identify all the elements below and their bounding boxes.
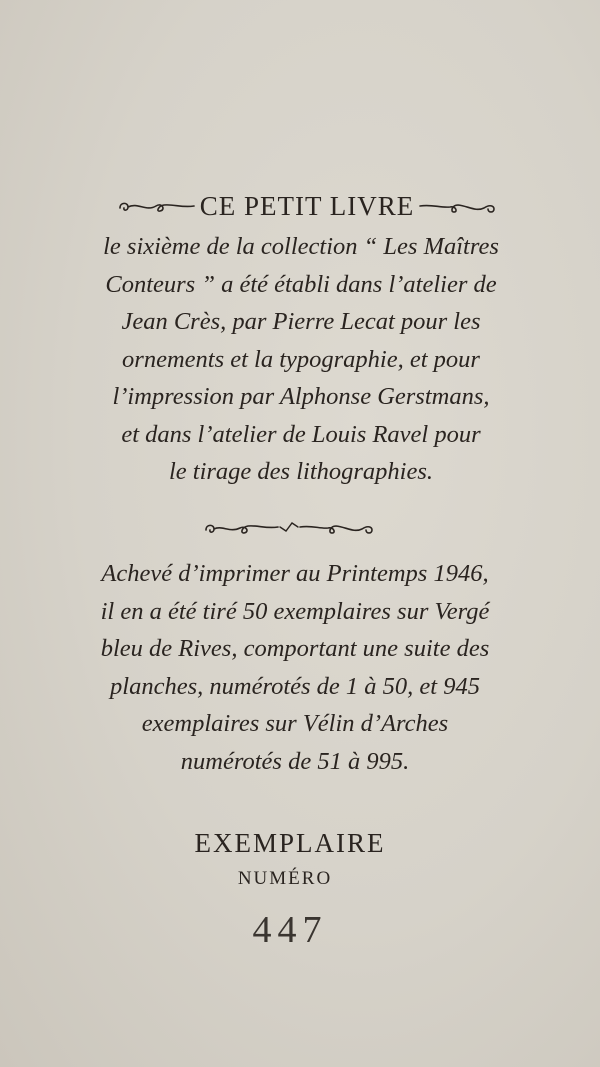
- printing-line: bleu de Rives, comportant une suite des: [100, 635, 490, 662]
- heading-row: [92, 186, 522, 226]
- printing-line: Achevé d’imprimer au Printemps 1946,: [101, 560, 489, 587]
- colophon-line: le tirage des lithographies.: [168, 458, 434, 485]
- colophon-paragraph: [70, 228, 532, 491]
- colophon-line: le sixième de la collection “ Les Maîtres: [103, 233, 499, 260]
- colophon-line: et dans l’atelier de Louis Ravel pour: [121, 420, 481, 448]
- colophon-line: ornements et la typographie, et pour: [122, 345, 480, 373]
- colophon-line: l’impression par Alphonse Gerstmans,: [112, 383, 490, 410]
- heading-title: CE PETIT LIVRE: [199, 190, 415, 221]
- ornament-divider-icon: [200, 515, 380, 541]
- copy-number: 447: [252, 909, 328, 951]
- colophon-line: Conteurs ” a été établi dans l’atelier de: [105, 270, 497, 298]
- flourish-right-icon: [418, 196, 498, 216]
- printing-line: exemplaires sur Vélin d’Arches: [141, 710, 449, 737]
- printing-paragraph: [60, 555, 530, 780]
- printing-line: il en a été tiré 50 exemplaires sur Vergé: [100, 597, 490, 625]
- colophon-line: Jean Crès, par Pierre Lecat pour les: [121, 308, 481, 335]
- printing-line: planches, numérotés de 1 à 50, et 945: [110, 672, 480, 700]
- printing-line: numérotés de 51 à 995.: [180, 747, 410, 775]
- numero-label: NUMÉRO: [237, 868, 333, 889]
- exemplaire-label: EXEMPLAIRE: [194, 828, 386, 858]
- flourish-left-icon: [116, 196, 196, 216]
